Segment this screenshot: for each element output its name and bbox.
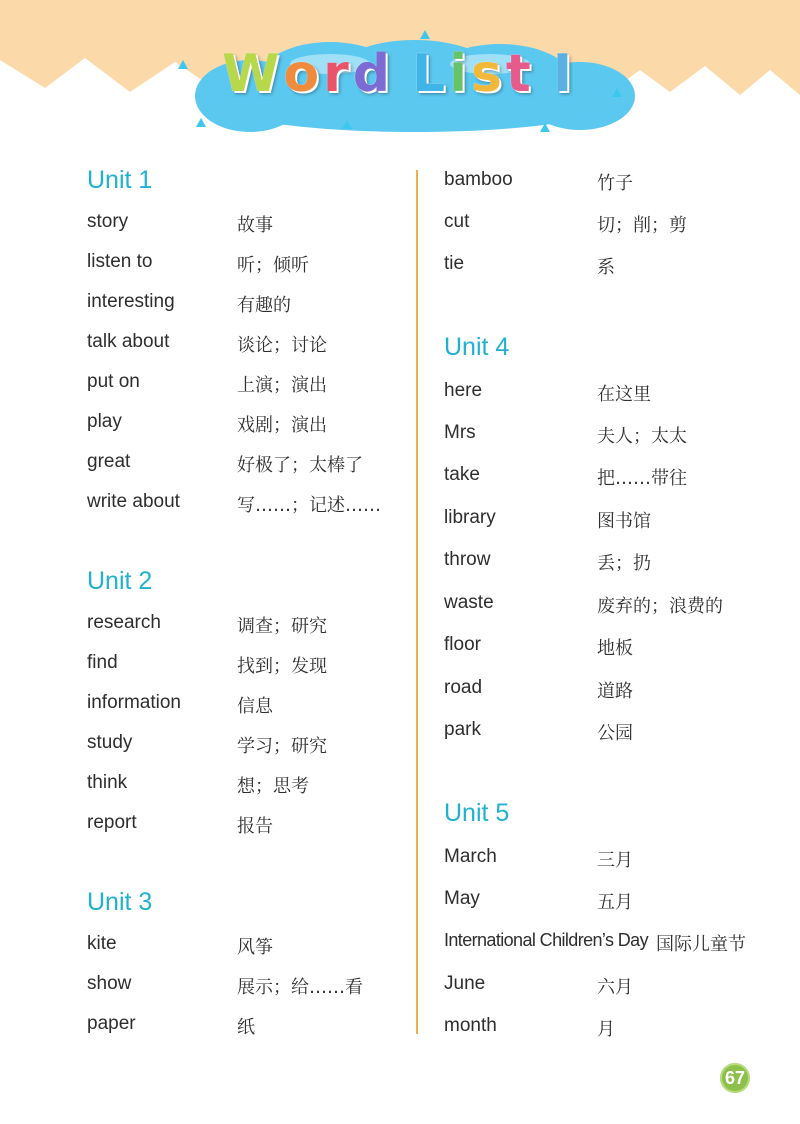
english-word: paper (87, 1013, 136, 1034)
chinese-meaning: 六月 (597, 977, 633, 998)
chinese-meaning: 想；思考 (237, 776, 309, 797)
title-letter: d (352, 44, 394, 104)
english-word: research (87, 612, 161, 633)
english-word: story (87, 211, 129, 232)
english-word: bamboo (444, 169, 513, 190)
chinese-meaning: 三月 (597, 850, 633, 871)
title-letter (394, 44, 412, 104)
unit-heading: Unit 2 (87, 567, 153, 595)
english-word: show (87, 973, 132, 994)
english-word: Mrs (444, 422, 476, 443)
english-word: put on (87, 371, 140, 392)
english-word: take (444, 464, 480, 485)
english-word: International Children’s Day (444, 930, 648, 950)
title-letter: t (505, 44, 535, 104)
english-word: library (444, 507, 496, 528)
english-word: great (87, 451, 131, 472)
chinese-meaning: 竹子 (597, 173, 633, 194)
english-word: cut (444, 211, 470, 232)
english-word: think (87, 772, 128, 793)
english-word: kite (87, 933, 117, 954)
chinese-meaning: 报告 (237, 816, 273, 837)
chinese-meaning: 地板 (597, 638, 633, 659)
decorative-triangle (420, 30, 430, 39)
column-divider (416, 170, 418, 1034)
chinese-meaning: 道路 (597, 681, 633, 702)
chinese-meaning: 戏剧；演出 (237, 415, 327, 436)
title-letter: W (222, 44, 284, 104)
chinese-meaning: 图书馆 (597, 511, 651, 532)
english-word: road (444, 677, 483, 698)
chinese-meaning: 国际儿童节 (656, 934, 746, 955)
decorative-triangle (178, 60, 188, 69)
english-word: report (87, 812, 137, 833)
chinese-meaning: 好极了；太棒了 (237, 455, 363, 476)
page-title (222, 44, 622, 116)
chinese-meaning: 找到；发现 (237, 656, 327, 677)
unit-heading: Unit 4 (444, 333, 510, 361)
title-letter: r (323, 44, 353, 104)
english-word: information (87, 692, 181, 713)
english-word: floor (444, 634, 481, 655)
chinese-meaning: 夫人；太太 (597, 426, 687, 447)
english-word: find (87, 652, 118, 673)
title-letter: L (411, 44, 450, 104)
unit-heading: Unit 1 (87, 166, 153, 194)
english-word: park (444, 719, 481, 740)
chinese-meaning: 切；削；剪 (597, 215, 687, 236)
chinese-meaning: 信息 (237, 696, 273, 717)
chinese-meaning: 在这里 (597, 384, 651, 405)
title-letter: s (470, 44, 506, 104)
chinese-meaning: 上演；演出 (237, 375, 327, 396)
chinese-meaning: 丢；扔 (597, 553, 651, 574)
english-word: month (444, 1015, 497, 1036)
english-word: listen to (87, 251, 153, 272)
english-word: waste (444, 592, 494, 613)
decorative-triangle (540, 123, 550, 132)
english-word: June (444, 973, 486, 994)
decorative-triangle (342, 120, 352, 129)
english-word: throw (444, 549, 491, 570)
chinese-meaning: 展示；给……看 (237, 977, 363, 998)
chinese-meaning: 风筝 (237, 937, 273, 958)
chinese-meaning: 月 (597, 1019, 615, 1040)
chinese-meaning: 调查；研究 (237, 616, 327, 637)
unit-heading: Unit 3 (87, 888, 153, 916)
chinese-meaning: 写……；记述…… (237, 495, 381, 516)
unit-heading: Unit 5 (444, 799, 510, 827)
title-letter (535, 44, 553, 104)
english-word: talk about (87, 331, 170, 352)
chinese-meaning: 听；倾听 (237, 255, 309, 276)
title-letter: o (283, 44, 324, 104)
english-word: May (444, 888, 480, 909)
english-word: here (444, 380, 483, 401)
chinese-meaning: 故事 (237, 215, 273, 236)
chinese-meaning: 废弃的；浪费的 (597, 596, 723, 617)
chinese-meaning: 把……带往 (597, 468, 687, 489)
title-letter: I (552, 44, 577, 104)
chinese-meaning: 五月 (597, 892, 633, 913)
english-word: play (87, 411, 122, 432)
english-word: interesting (87, 291, 175, 312)
chinese-meaning: 学习；研究 (237, 736, 327, 757)
chinese-meaning: 谈论；讨论 (237, 335, 327, 356)
english-word: March (444, 846, 497, 867)
chinese-meaning: 有趣的 (237, 295, 291, 316)
english-word: write about (87, 491, 180, 512)
page-number-badge: 67 (720, 1063, 750, 1093)
title-letter: i (449, 44, 471, 104)
chinese-meaning: 系 (597, 257, 615, 278)
english-word: tie (444, 253, 465, 274)
english-word: study (87, 732, 133, 753)
chinese-meaning: 纸 (237, 1017, 255, 1038)
decorative-triangle (196, 118, 206, 127)
chinese-meaning: 公园 (597, 723, 633, 744)
